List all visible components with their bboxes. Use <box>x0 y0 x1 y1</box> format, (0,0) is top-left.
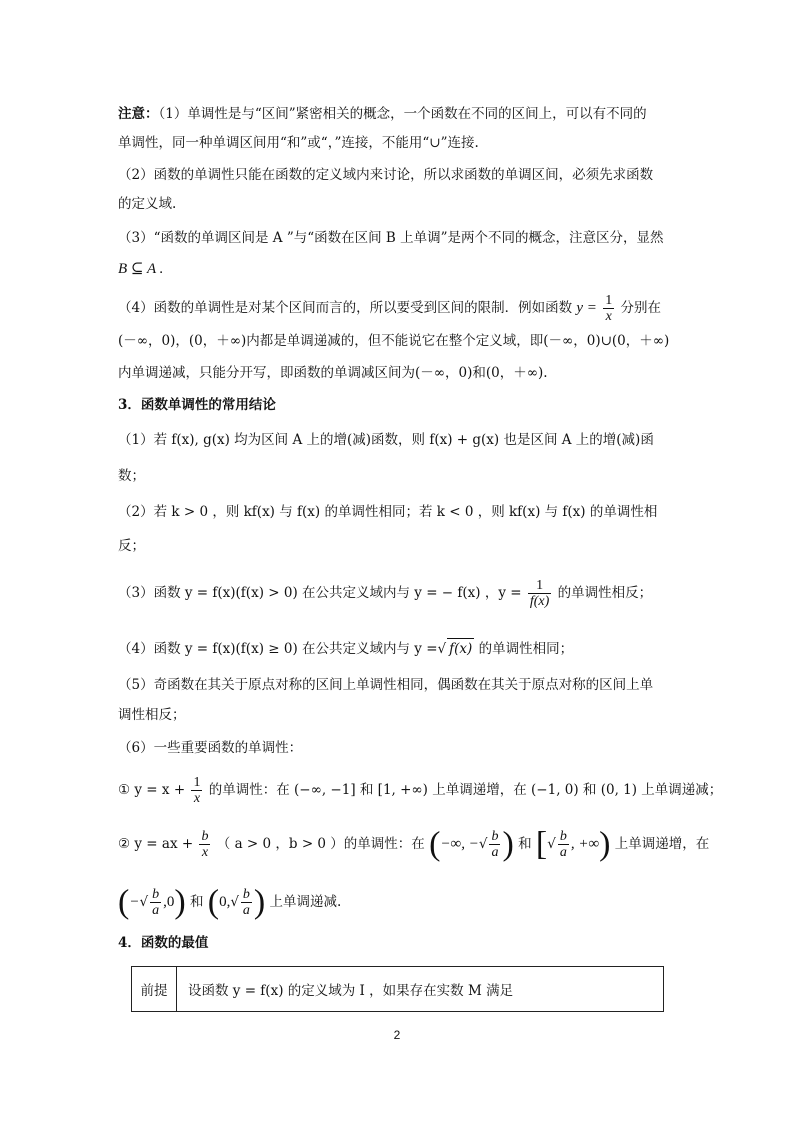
note-line-3: （2）函数的单调性只能在函数的定义域内来讨论，所以求函数的单调区间，必须先求函数 <box>118 167 654 183</box>
page-number: 2 <box>393 1028 401 1042</box>
note-line-8: (－∞，0)，(0，＋∞)内都是单调递减的，但不能说它在整个定义域，即(－∞，0)∪(0，＋∞) <box>118 333 670 349</box>
note-line-4: 的定义域. <box>118 196 177 212</box>
fraction-1-over-x: $\frac{1}{x}$ <box>605 293 613 324</box>
fraction-1-over-fx: $\frac{1}{f(x)}$ <box>529 578 550 609</box>
rule-5-line-2: 调性相反； <box>118 707 186 723</box>
rule-6-line: （6）一些重要函数的单调性： <box>118 740 303 756</box>
case-3-line: (−√ $\frac{b}{a}$ ,0) 和 (0,√ $\frac{b}{a}$ ) 上单调递减. <box>118 883 342 921</box>
note-line-6: B ⊆ A . <box>118 261 164 277</box>
case-1-line: ① y = x + $\frac{1}{x}$ 的单调性：在 (−∞, −1] 和 [1, +∞) 上单调递增，在 (−1, 0) 和 (0, 1) 上单调递减； <box>118 775 723 806</box>
rule-1-line-1: （1）若 f(x), g(x) 均为区间 A 上的增(减)函数，则 f(x) + g(x) 也是区间 A 上的增(减)函 <box>118 432 654 448</box>
note-line-5: （3）“函数的单调区间是 A ”与“函数在区间 B 上单调”是两个不同的概念，注意区分，显然 <box>118 230 664 246</box>
table-label-cell: 前提 <box>132 967 177 1011</box>
section-3-heading: 3．函数单调性的常用结论 <box>118 397 276 413</box>
fraction-b-over-x: $\frac{b}{x}$ <box>201 829 209 860</box>
note-line-2: 单调性，同一种单调区间用“和”或“，”连接，不能用“∪”连接. <box>118 135 479 151</box>
note-label: 注意： <box>118 106 159 122</box>
rule-4-line: （4）函数 y = f(x)(f(x) ≥ 0) 在公共定义域内与 y =√ f(x) 的单调性相同； <box>118 638 573 659</box>
rule-5-line-1: （5）奇函数在其关于原点对称的区间上单调性相同，偶函数在其关于原点对称的区间上单 <box>118 677 654 693</box>
note-line-9: 内单调递减，只能分开写，即函数的单调减区间为(－∞，0)和(0，＋∞). <box>118 365 548 381</box>
note-line-1: 注意：（1）单调性是与“区间”紧密相关的概念，一个函数在不同的区间上，可以有不同的 <box>118 106 647 122</box>
rule-3-line: （3）函数 y = f(x)(f(x) > 0) 在公共定义域内与 y = − f(x) ，y = $\frac{1}{f(x)}$ 的单调性相反； <box>118 578 653 609</box>
table-text-cell: 设函数 y = f(x) 的定义域为 I ，如果存在实数 M 满足 <box>188 983 514 999</box>
rule-1-line-2: 数； <box>118 468 145 484</box>
fraction-1-over-x-case1: $\frac{1}{x}$ <box>193 775 201 806</box>
section-4-heading: 4．函数的最值 <box>118 935 209 951</box>
rule-2-line-1: （2）若 k > 0 ，则 kf(x) 与 f(x) 的单调性相同；若 k < 0 ，则 kf(x) 与 f(x) 的单调性相 <box>118 504 658 520</box>
note-line-7: （4）函数的单调性是对某个区间而言的，所以要受到区间的限制．例如函数 y = $\frac{1}{x}$ 分别在 <box>118 293 662 324</box>
sqrt-sign-icon: √ <box>437 641 447 657</box>
rule-2-line-2: 反； <box>118 538 145 554</box>
case-2-line: ② y = ax + $\frac{b}{x}$ （ a > 0 ，b > 0 ）的单调性：在 (−∞, −√ $\frac{b}{a}$ ) 和 [√ $\frac{b}{a}$ , +∞) 上单调递增，在 <box>118 825 710 863</box>
definition-table <box>131 966 664 1012</box>
